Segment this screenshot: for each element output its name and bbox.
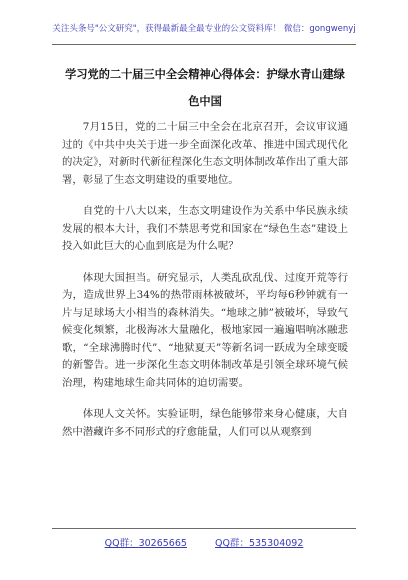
footer-contacts: [0, 535, 408, 549]
paragraph: 自党的十八大以来，生态文明建设作为关系中华民族永续发展的根本大计，我们不禁思考党和国家在“绿色生态”建设上投入如此巨大的心血到底是为什么呢？: [62, 205, 348, 252]
document-body: [62, 119, 348, 455]
qq-group-label: QQ群：: [104, 538, 139, 549]
qq-group-number: 30265665: [138, 538, 187, 549]
paragraph: 7月15日，党的二十届三中全会在北京召开，会议审议通过的《中共中央关于进一步全面深化改革、推进中国式现代化的决定》，对新时代新征程深化生态文明体制改革作出了重大部署，彰显了生态文明建设的重要地位。: [62, 121, 348, 186]
qq-group-label: QQ群：: [215, 538, 249, 549]
document-title: 学习党的二十届三中全会精神心得体会：护绿水青山建绿色中国: [65, 68, 345, 108]
footer-divider: [52, 528, 356, 529]
paragraph: 体现人文关怀。实验证明，绿色能够带来身心健康，大自然中潜藏许多不同形式的疗愈能量，人们可以从观察到: [62, 408, 348, 438]
header-divider: [52, 44, 356, 45]
header-promo-note: 关注头条号"公文研究"，获得最新最全最专业的公文资料库！ 微信：gongwenyj: [52, 24, 356, 34]
paragraph: 体现大国担当。研究显示，人类乱砍乱伐、过度开荒等行为，造成世界上34%的热带雨林被破坏，平均每6秒钟就有一片与足球场大小相当的森林消失。“地球之肺”被破坏，导致气候变化频繁，北极海冰大量融化，极地家园一遍遍唱响冰融悲歌，“全球沸腾时代”、“地狱夏天”等新名词一跃成为全球变暖的新警告。进一步深化生态文明体制改革是引领全球环境气候治理，构建地球生命共同体的迫切需要。: [62, 271, 348, 389]
qq-group-number: 535304092: [248, 538, 304, 549]
